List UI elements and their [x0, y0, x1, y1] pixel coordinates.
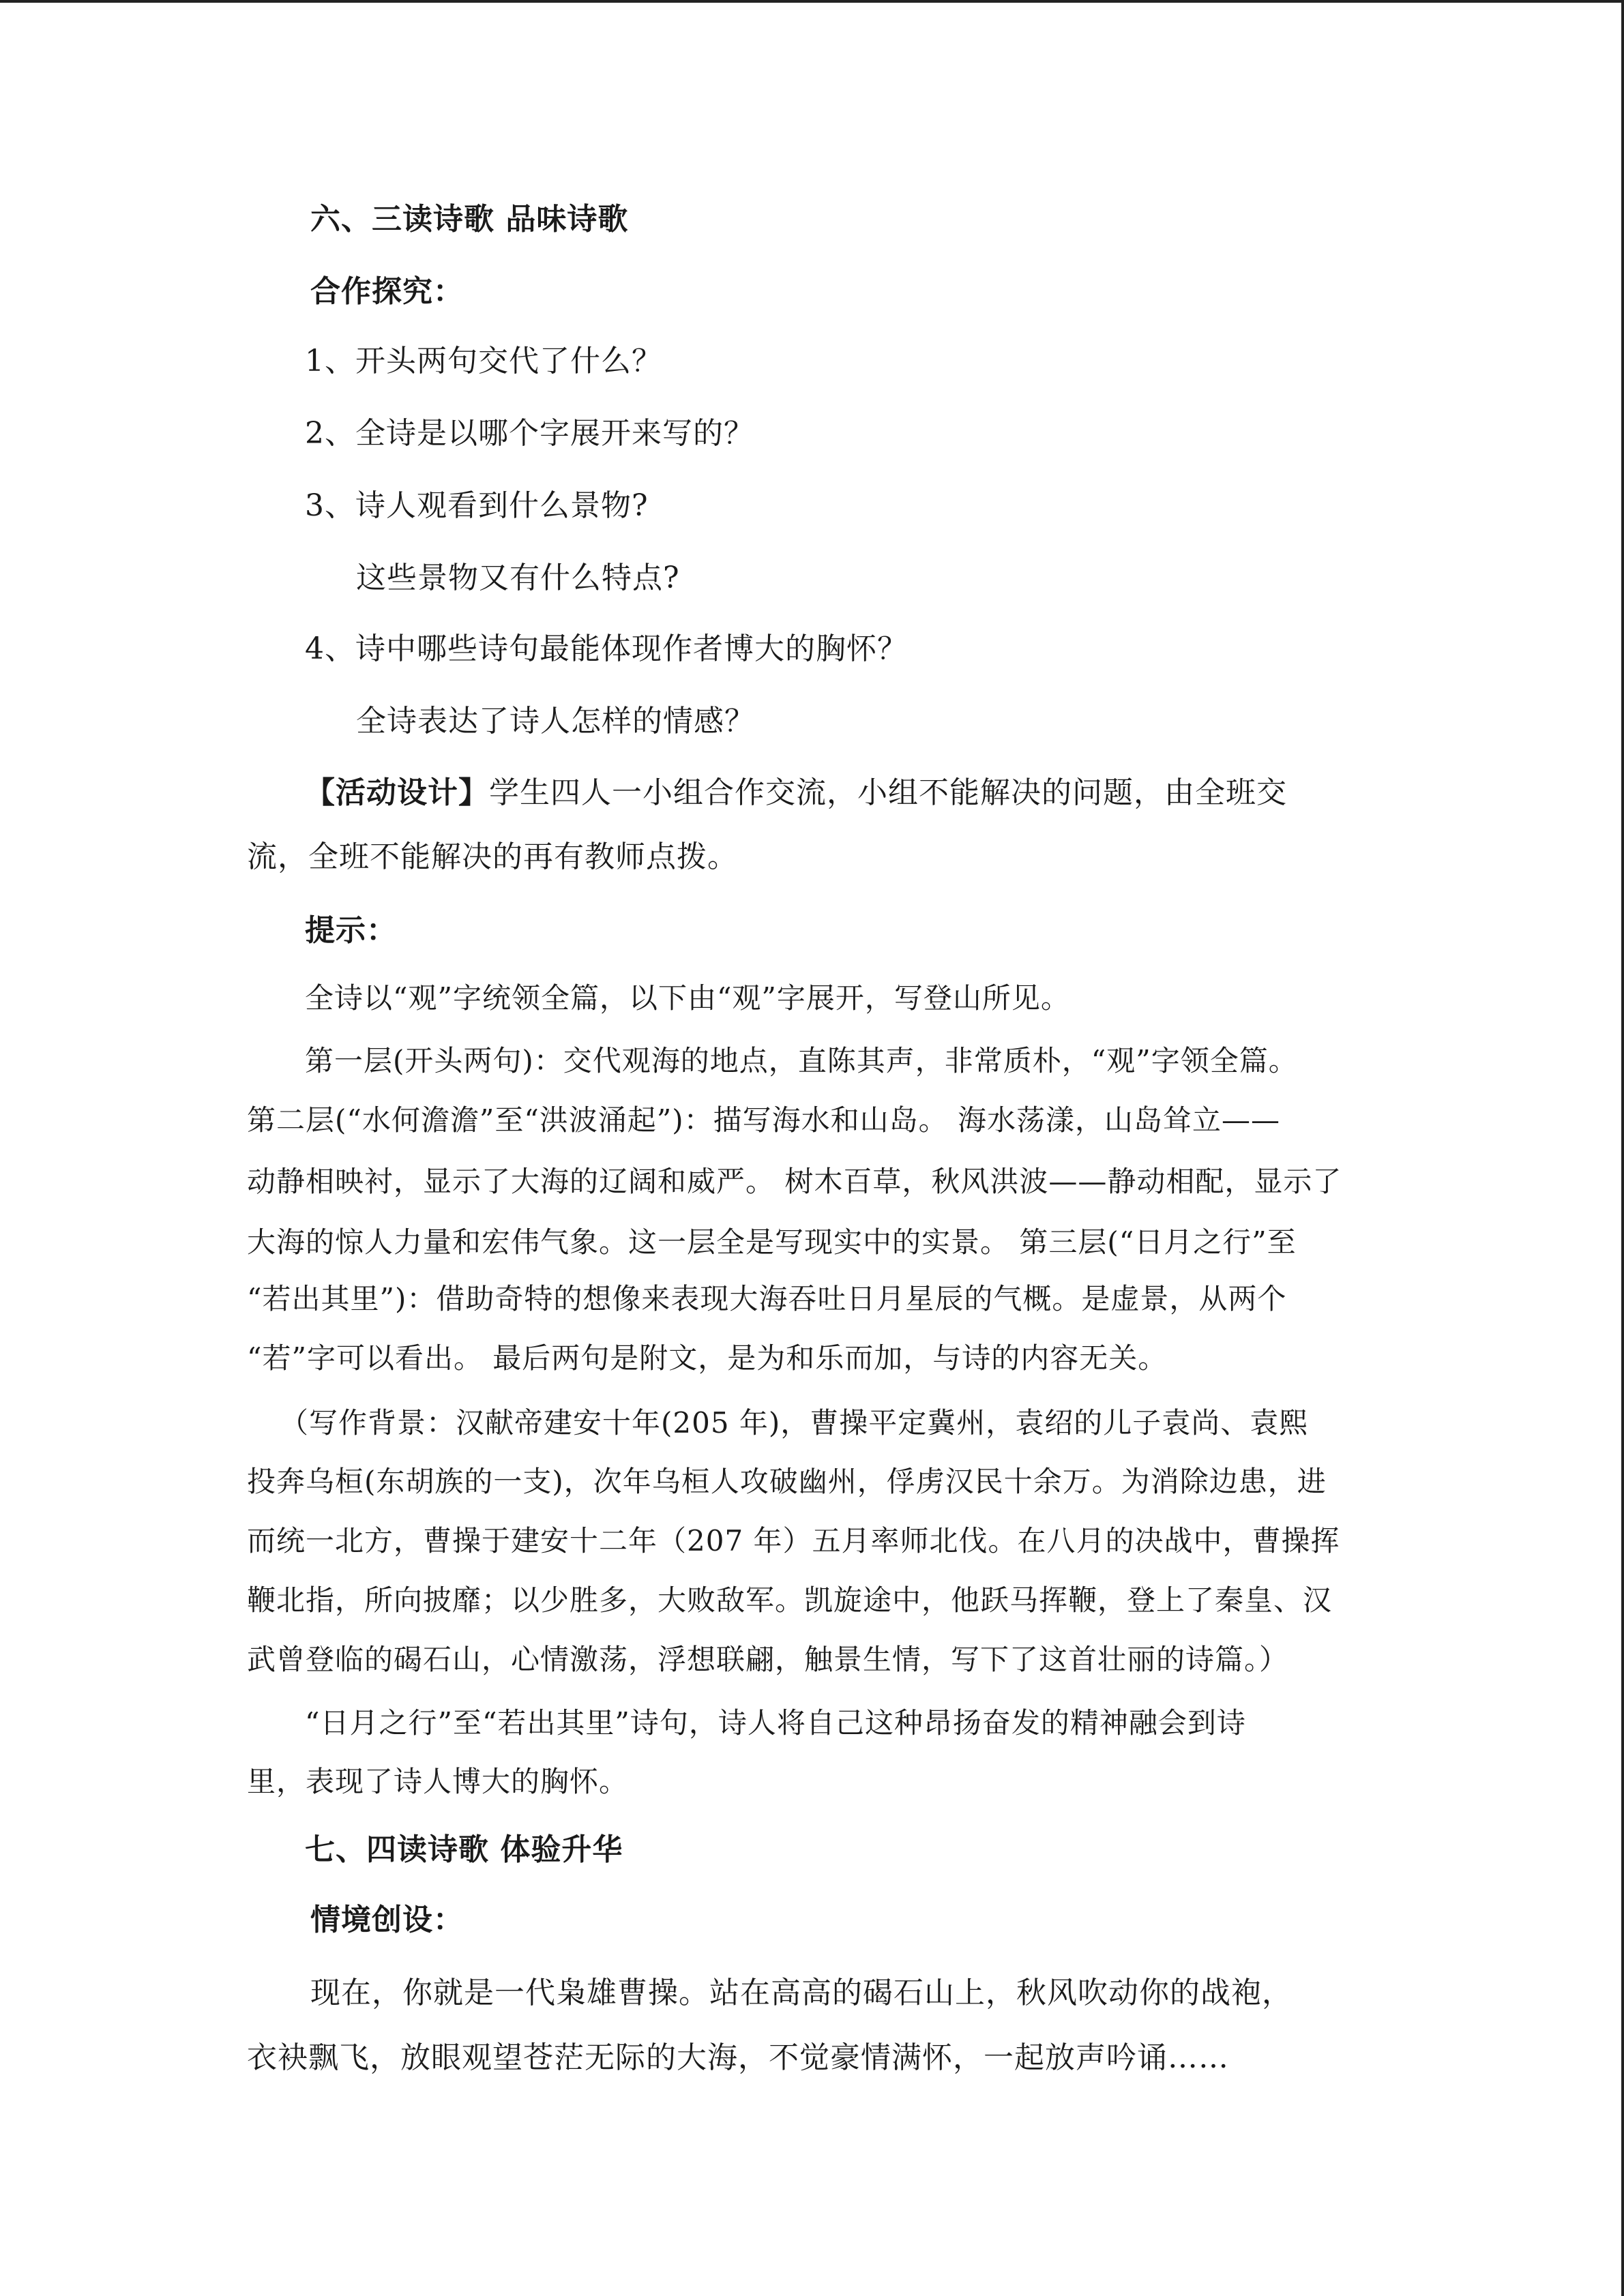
activity-design-text-1: 学生四人一小组合作交流，小组不能解决的问题，由全班交 [489, 775, 1287, 810]
tip-line-4: 动静相映衬，显示了大海的辽阔和威严。 树木百草，秋风洪波——静动相配，显示了 [247, 1165, 1342, 1198]
scenario-line-2: 衣袂飘飞，放眼观望苍茫无际的大海，不觉豪情满怀，一起放声吟诵…… [247, 2040, 1229, 2075]
scenario-line-1: 现在，你就是一代枭雄曹操。站在高高的碣石山上，秋风吹动你的战袍， [310, 1976, 1293, 2010]
question-4: 4、诗中哪些诗句最能体现作者博大的胸怀？ [305, 631, 908, 666]
question-3-followup: 这些景物又有什么特点? [356, 561, 680, 595]
background-line-2: 投奔乌桓(东胡族的一支)，次年乌桓人攻破幽州，俘虏汉民十余万。为消除边患，进 [247, 1465, 1327, 1498]
question-1: 1、开头两句交代了什么？ [305, 344, 662, 378]
section-six-heading: 六、三读诗歌 品味诗歌 [310, 202, 629, 237]
tip-line-7: “若”字可以看出。 最后两句是附文，是为和乐而加，与诗的内容无关。 [247, 1341, 1168, 1375]
activity-design-line-1 [305, 773, 1287, 814]
activity-design-label: 【活动设计】 [305, 775, 489, 810]
page-right-border [1621, 0, 1624, 2296]
activity-design-line-2: 流，全班不能解决的再有教师点拨。 [247, 839, 738, 874]
section-seven-subheading: 情境创设： [310, 1903, 464, 1937]
tip-line-5: 大海的惊人力量和宏伟气象。这一层全是写现实中的实景。 第三层(“日月之行”至 [247, 1225, 1297, 1259]
tip-line-6: “若出其里”)：借助奇特的想像来表现大海吞吐日月星辰的气概。是虚景，从两个 [247, 1282, 1287, 1315]
page-top-border [0, 0, 1624, 3]
section-six-subheading: 合作探究： [310, 274, 464, 309]
question-4-followup: 全诗表达了诗人怎样的情感？ [356, 704, 755, 739]
tip-label: 提示： [305, 913, 397, 948]
summary-line-2: 里，表现了诗人博大的胸怀。 [247, 1765, 629, 1798]
summary-line-1: “日月之行”至“若出其里”诗句，诗人将自己这种昂扬奋发的精神融会到诗 [305, 1706, 1246, 1740]
background-line-5: 武曾登临的碣石山，心情激荡，浮想联翩，触景生情，写下了这首壮丽的诗篇。） [247, 1643, 1289, 1676]
tip-line-3: 第二层(“水何澹澹”至“洪波涌起”)：描写海水和山岛。 海水荡漾，山岛耸立—— [247, 1103, 1281, 1137]
tip-line-2: 第一层(开头两句)：交代观海的地点，直陈其声，非常质朴，“观”字领全篇。 [305, 1044, 1298, 1077]
section-seven-heading: 七、四读诗歌 体验升华 [305, 1832, 623, 1867]
background-line-4: 鞭北指，所向披靡；以少胜多，大败敌军。凯旋途中，他跃马挥鞭，登上了秦皇、汉 [247, 1583, 1333, 1617]
background-line-1: （写作背景：汉献帝建安十年(205 年)，曹操平定冀州，袁绍的儿子袁尚、袁熙 [280, 1406, 1309, 1440]
tip-line-1: 全诗以“观”字统领全篇，以下由“观”字展开，写登山所见。 [305, 981, 1070, 1015]
background-line-3: 而统一北方，曹操于建安十二年（207 年）五月率师北伐。在八月的决战中，曹操挥 [247, 1524, 1340, 1557]
question-3: 3、诗人观看到什么景物? [305, 488, 649, 523]
question-2: 2、全诗是以哪个字展开来写的？ [305, 416, 754, 451]
